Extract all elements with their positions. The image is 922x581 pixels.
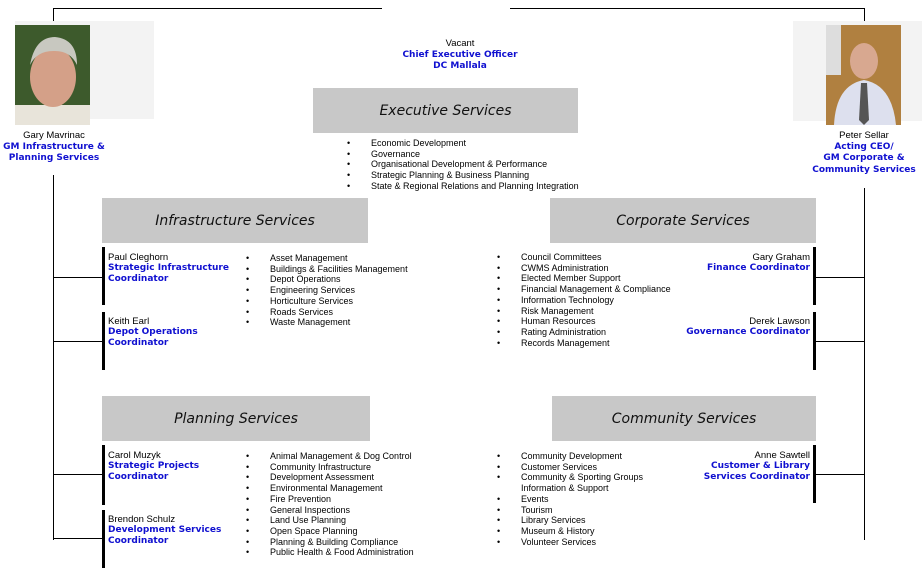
person-title: Depot Operations — [108, 327, 198, 337]
executive-services-header: Executive Services — [313, 88, 578, 133]
person-title: Coordinator — [108, 472, 169, 482]
person-title: GM Infrastructure & — [3, 141, 105, 152]
infrastructure-services-list — [247, 253, 408, 328]
planning-services-header: Planning Services — [102, 396, 370, 441]
list-item: • Community Development — [521, 451, 646, 462]
list-item: • Council Committees — [521, 252, 671, 263]
person-title: Customer & Library — [711, 461, 810, 471]
gm-left-card — [0, 130, 108, 165]
list-item: • Records Management — [521, 338, 671, 349]
connector-line — [816, 277, 864, 278]
connector-line — [53, 8, 382, 9]
list-item: • Information Technology — [521, 295, 671, 306]
connector-line — [53, 8, 54, 22]
person-card — [108, 514, 221, 547]
list-item: • Public Health & Food Administration — [270, 547, 414, 558]
person-name: Vacant — [445, 38, 475, 49]
person-bar — [102, 312, 105, 370]
list-item: • Open Space Planning — [270, 526, 414, 537]
list-item: • Depot Operations — [270, 274, 408, 285]
person-name: Keith Earl — [108, 316, 150, 327]
list-item: • Horticulture Services — [270, 296, 408, 307]
person-name: Gary Graham — [752, 252, 810, 263]
list-item: • Community & Sporting Groups Information & Support — [521, 472, 646, 493]
list-item: • Waste Management — [270, 317, 408, 328]
person-title: Governance Coordinator — [686, 327, 810, 337]
connector-line — [816, 474, 864, 475]
person-name: Carol Muzyk — [108, 450, 161, 461]
list-item: • Economic Development — [371, 138, 579, 149]
list-item: • CWMS Administration — [521, 263, 671, 274]
person-title: Strategic Infrastructure — [108, 263, 229, 273]
person-name: Derek Lawson — [749, 316, 810, 327]
connector-line — [53, 277, 103, 278]
person-name: Paul Cleghorn — [108, 252, 169, 263]
corporate-services-header: Corporate Services — [550, 198, 816, 243]
planning-services-list — [247, 451, 414, 558]
list-item: • Roads Services — [270, 307, 408, 318]
person-name: Brendon Schulz — [108, 514, 176, 525]
connector-line — [864, 188, 865, 540]
person-title: Coordinator — [108, 338, 169, 348]
person-bar — [102, 445, 105, 505]
person-name: Peter Sellar — [839, 130, 889, 141]
list-item: • Buildings & Facilities Management — [270, 264, 408, 275]
person-card — [686, 316, 810, 338]
list-item: • Strategic Planning & Business Planning — [371, 170, 579, 181]
person-title: GM Corporate & — [823, 153, 905, 163]
person-bar — [102, 247, 105, 305]
person-title: Community Services — [812, 164, 916, 175]
person-card — [108, 316, 198, 349]
list-item: • Customer Services — [521, 462, 646, 473]
list-item: • Asset Management — [270, 253, 408, 264]
infrastructure-services-header: Infrastructure Services — [102, 198, 368, 243]
list-item: • Community Infrastructure — [270, 462, 414, 473]
list-item: • Volunteer Services — [521, 537, 646, 548]
person-bar — [813, 247, 816, 305]
list-item: • Museum & History — [521, 526, 646, 537]
list-item: • Environmental Management — [270, 483, 414, 494]
list-item: • Elected Member Support — [521, 273, 671, 284]
corporate-services-list — [498, 252, 671, 348]
list-item: • Land Use Planning — [270, 515, 414, 526]
gary-mavrinac-photo — [15, 25, 90, 125]
person-name: Anne Sawtell — [754, 450, 810, 461]
person-title: Planning Services — [8, 153, 100, 163]
connector-line — [53, 474, 103, 475]
connector-line — [53, 341, 103, 342]
person-bar — [813, 445, 816, 503]
list-item: • Financial Management & Compliance — [521, 284, 671, 295]
list-item: • Development Assessment — [270, 472, 414, 483]
list-item: • State & Regional Relations and Planning Integration — [371, 181, 579, 192]
person-name: Gary Mavrinac — [23, 130, 85, 141]
list-item: • Events — [521, 494, 646, 505]
gm-right-card — [800, 130, 922, 176]
list-item: • Engineering Services — [270, 285, 408, 296]
list-item: • Library Services — [521, 515, 646, 526]
person-title: Finance Coordinator — [706, 263, 810, 273]
person-title: Development Services — [108, 525, 222, 535]
connector-line — [816, 341, 864, 342]
ceo-card — [360, 38, 560, 73]
list-item: • Rating Administration — [521, 327, 671, 338]
person-title: Coordinator — [108, 274, 169, 284]
connector-line — [53, 538, 103, 539]
person-title: Acting CEO/ — [834, 141, 894, 152]
connector-line — [53, 175, 54, 540]
person-card — [707, 252, 810, 274]
person-title: DC Mallala — [433, 61, 487, 71]
executive-services-list — [348, 138, 579, 192]
community-services-header: Community Services — [552, 396, 816, 441]
person-title: Chief Executive Officer — [402, 49, 518, 60]
person-bar — [813, 312, 816, 370]
list-item: • Organisational Development & Performance — [371, 159, 579, 170]
person-title: Services Coordinator — [703, 472, 810, 482]
list-item: • Tourism — [521, 505, 646, 516]
list-item: • Governance — [371, 149, 579, 160]
list-item: • Fire Prevention — [270, 494, 414, 505]
list-item: • General Inspections — [270, 505, 414, 516]
person-title: Coordinator — [108, 536, 169, 546]
list-item: • Animal Management & Dog Control — [270, 451, 414, 462]
connector-line — [510, 8, 865, 9]
list-item: • Risk Management — [521, 306, 671, 317]
list-item: • Human Resources — [521, 316, 671, 327]
list-item: • Planning & Building Compliance — [270, 537, 414, 548]
person-bar — [102, 510, 105, 568]
peter-sellar-photo — [826, 25, 901, 125]
person-card — [108, 450, 199, 483]
person-card — [704, 450, 810, 483]
person-card — [108, 252, 229, 285]
community-services-list — [498, 451, 646, 547]
person-title: Strategic Projects — [108, 461, 200, 471]
